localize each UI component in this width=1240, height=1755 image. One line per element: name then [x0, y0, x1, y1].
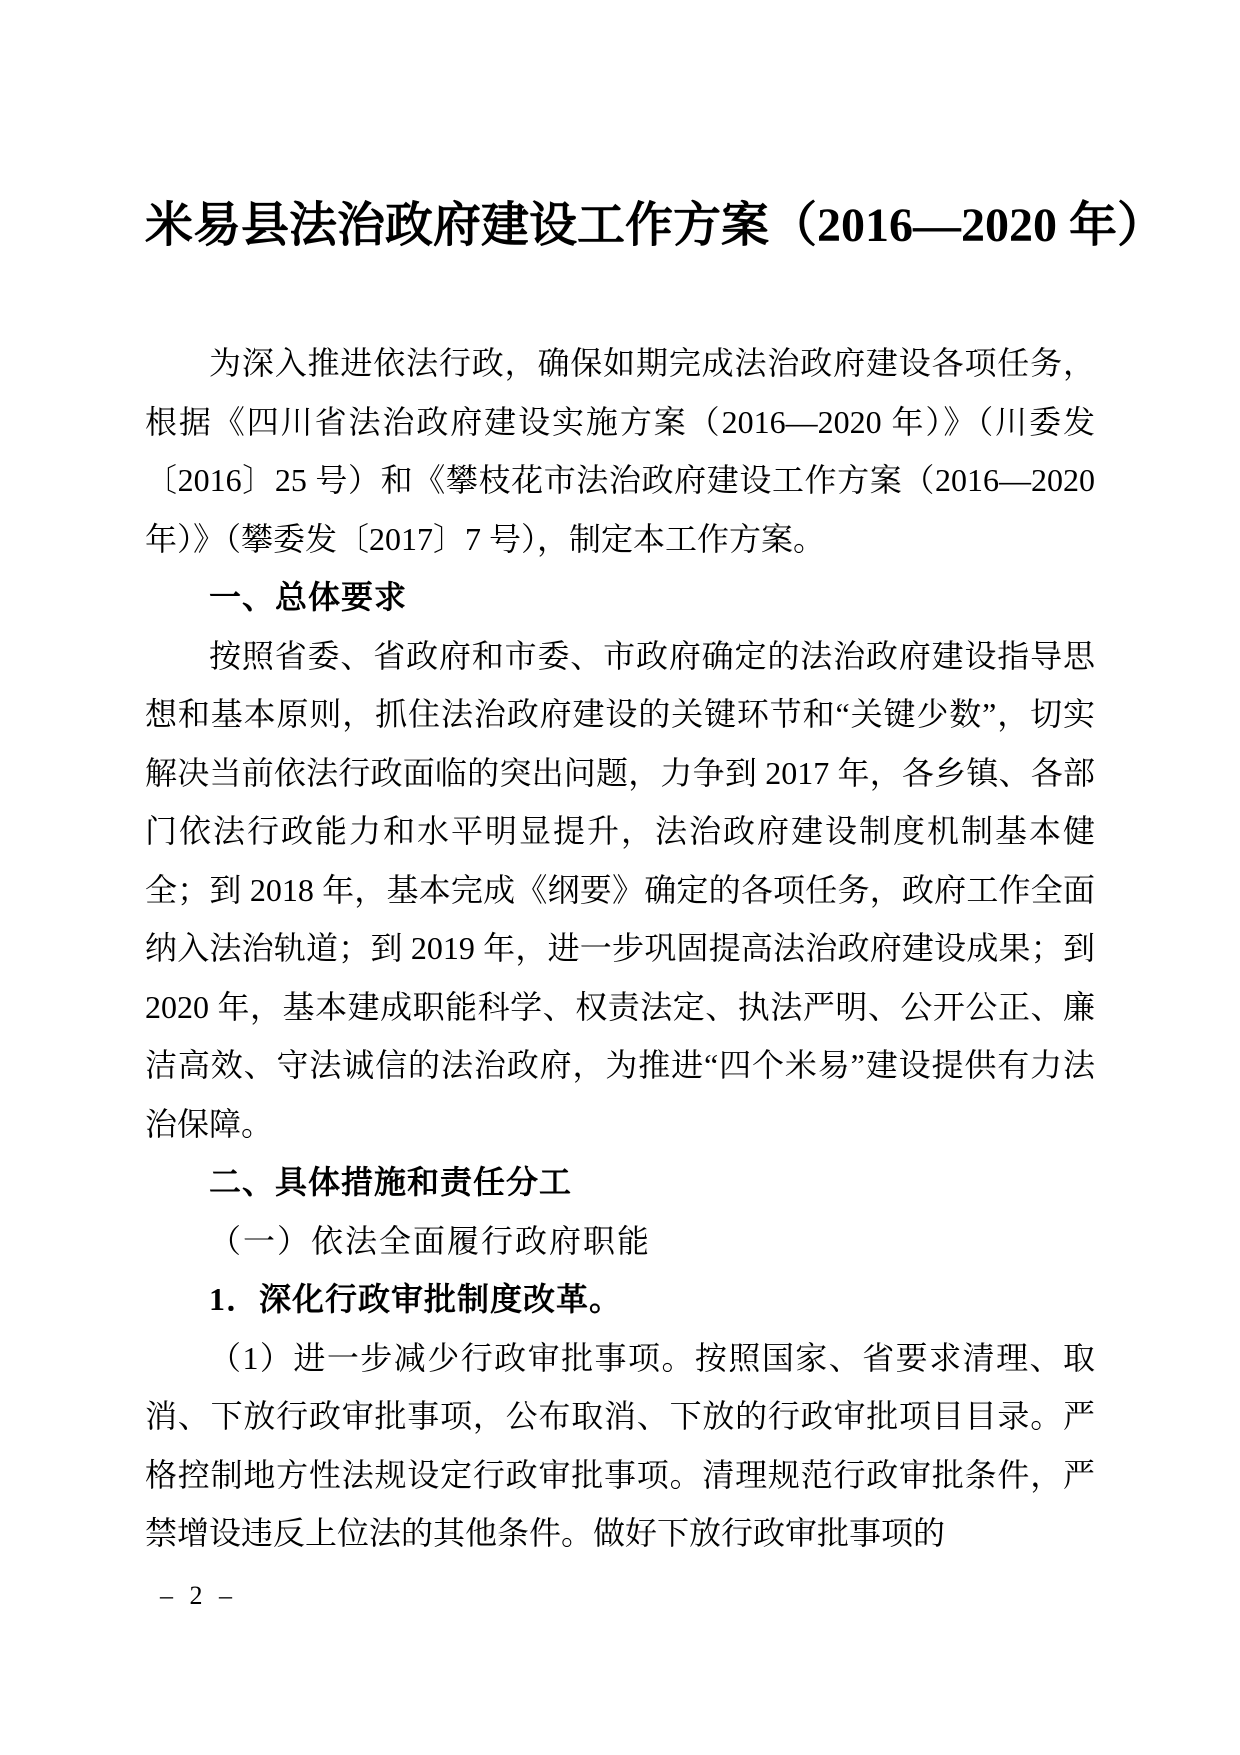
section-1-heading: 一、总体要求	[209, 579, 408, 615]
subsection-1-heading: （一）依法全面履行政府职能	[209, 1222, 652, 1259]
page-number: – 2 –	[160, 1581, 237, 1610]
section-2-heading: 二、具体措施和责任分工	[209, 1164, 573, 1200]
document-title: 米易县法治政府建设工作方案（2016—2020 年）	[145, 199, 1166, 252]
item-1-heading: 1．深化行政审批制度改革。	[209, 1281, 623, 1317]
item-1-paragraph: （1）进一步减少行政审批事项。按照国家、省要求清理、取消、下放行政审批事项，公布取消、下放的行政审批项目目录。严格控制地方性法规设定行政审批事项。清理规范行政审批条件，严禁增设违反上位法的其他条件。做好下放行政审批事项的	[145, 1339, 1095, 1551]
section-1-paragraph: 按照省委、省政府和市委、市政府确定的法治政府建设指导思想和基本原则，抓住法治政府建设的关键环节和“关键少数”，切实解决当前依法行政面临的突出问题，力争到 2017 年，各乡镇、各部门依法行政能力和水平明显提升，法治政府建设制度机制基本健全；到 2018 年，基本完成《纲要》确定的各项任务，政府工作全面纳入法治轨道；到 2019 年，进一步巩固提高法治政府建设成果；到 2020 年，基本建成职能科学、权责法定、执法严明、公开公正、廉洁高效、守法诚信的法治政府，为推进“四个米易”建设提供有力法治保障。	[145, 637, 1095, 1142]
intro-paragraph: 为深入推进依法行政，确保如期完成法治政府建设各项任务，根据《四川省法治政府建设实施方案（2016—2020 年）》（川委发〔2016〕25 号）和《攀枝花市法治政府建设工作方案（2016—2020 年）》（攀委发〔2017〕7 号），制定本工作方案。	[145, 345, 1095, 557]
